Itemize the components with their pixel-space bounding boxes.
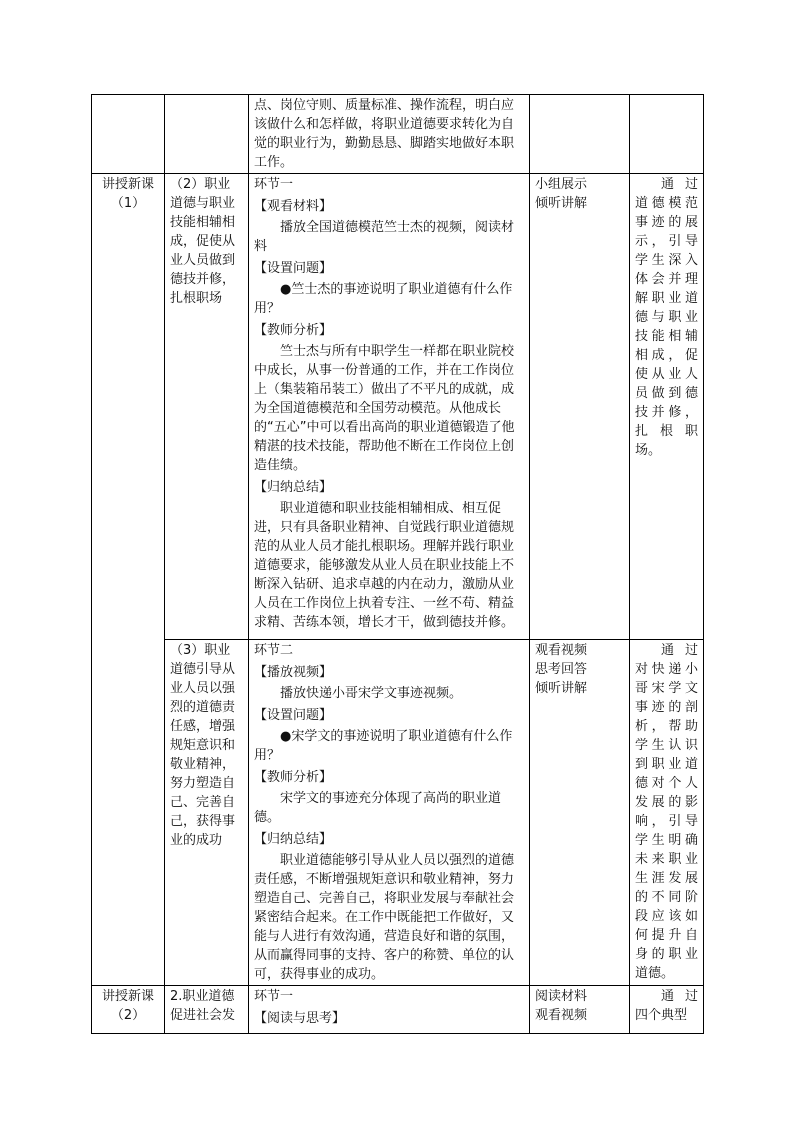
section-heading: 【归纳总结】 [254,480,333,495]
topic-text: （2）职业道德与职业技能相辅相成，促使从业人员做到德技并修，扎根职场 [170,177,236,306]
method-item: 倾听讲解 [535,681,588,696]
purpose-cell [630,640,704,986]
table-row [92,640,704,986]
stage-cell [92,95,165,174]
segment-label: 环节二 [254,643,294,658]
content-cell [249,174,530,640]
section-text: 播放快递小哥宋学文事迹视频。 [280,686,463,701]
stage-number: （1） [110,196,146,211]
method-cell [530,640,630,986]
section-heading: 【设置问题】 [254,708,333,723]
stage-label: 讲授新课 [101,989,154,1004]
table-row [92,986,704,1034]
method-item: 阅读材料 [535,989,588,1004]
section-heading: 【设置问题】 [254,261,333,276]
content-cell [249,640,530,986]
section-heading: 【教师分析】 [254,323,333,338]
purpose-text: 通过道德模范事迹的展示，引导学生深入体会并理解职业道德与职业技能相辅相成，促使从业人员做到德技并修，扎根职场。 [635,177,698,458]
section-heading: 【归纳总结】 [254,832,333,847]
content-paragraph: 点、岗位守则、质量标准、操作流程，明白应该做什么和怎样做，将职业道德要求转化为自觉的职业行为，勤勤恳恳、脚踏实地做好本职工作。 [254,98,515,170]
content-cell [249,95,530,174]
method-item: 倾听讲解 [535,196,588,211]
topic-text: （3）职业道德引导从业人员以强烈的道德责任感，增强规矩意识和敬业精神，努力塑造自己、完善自己，获得事业的成功 [170,643,236,848]
stage-number: （2） [110,1008,146,1023]
method-item: 观看视频 [535,1008,588,1023]
section-text: 职业道德能够引导从业人员以强烈的道德责任感，不断增强规矩意识和敬业精神，努力塑造自己、完善自己，将职业发展与奉献社会紧密结合起来。在工作中既能把工作做好，又能与人进行有效沟通，营造良好和谐的氛围，从而赢得同事的支持、客户的称赞、单位的认可，获得事业的成功。 [254,853,515,982]
topic-cell [165,986,249,1034]
stage-label: 讲授新课 [101,177,154,192]
table-row [92,174,704,640]
purpose-text: 通过对快递小哥宋学文事迹的剖析，帮助学生认识到职业道德对个人发展的影响，引导学生明确未来职业生涯发展的不同阶段应该如何提升自身的职业道德。 [635,643,698,981]
lesson-plan-table [91,94,704,1034]
section-text: 职业道德和职业技能相辅相成、相互促进，只有具备职业精神、自觉践行职业道德规范的从业人员才能扎根职场。理解并践行职业道德要求，能够激发从业人员在职业技能上不断深入钻研、追求卓越的内在动力，激励从业人员在工作岗位上执着专注、一丝不苟、精益求精、苦练本领，增长才干，做到德技并修。 [254,501,515,630]
section-heading: 【教师分析】 [254,770,333,785]
topic-cell [165,640,249,986]
section-heading: 【播放视频】 [254,665,333,680]
segment-label: 环节一 [254,177,294,192]
section-heading: 【阅读与思考】 [254,1011,346,1026]
purpose-cell [630,95,704,174]
purpose-text: 通过四个典型 [635,989,698,1023]
topic-text: 2.职业道德促进社会发 [170,989,236,1023]
purpose-cell [630,174,704,640]
method-item: 小组展示 [535,177,588,192]
segment-label: 环节一 [254,989,294,1004]
section-text: 宋学文的事迹充分体现了高尚的职业道德。 [254,791,502,825]
table-row [92,95,704,174]
content-cell [249,986,530,1034]
section-text: ●竺士杰的事迹说明了职业道德有什么作用？ [254,282,513,316]
method-item: 思考回答 [535,662,588,677]
section-heading: 【观看材料】 [254,199,333,214]
section-text: ●宋学文的事迹说明了职业道德有什么作用？ [254,729,513,763]
topic-cell [165,95,249,174]
stage-cell [92,986,165,1034]
stage-cell [92,174,165,986]
section-text: 竺士杰与所有中职学生一样都在职业院校中成长，从事一份普通的工作，并在工作岗位上（集装箱吊装工）做出了不平凡的成就，成为全国道德模范和全国劳动模范。从他成长的“五心”中可以看出高尚的职业道德锻造了他精湛的技术技能，帮助他不断在工作岗位上创造佳绩。 [254,344,515,473]
method-cell [530,95,630,174]
topic-cell [165,174,249,640]
method-item: 观看视频 [535,643,588,658]
purpose-cell [630,986,704,1034]
section-text: 播放全国道德模范竺士杰的视频，阅读材料 [254,220,515,254]
method-cell [530,986,630,1034]
method-cell [530,174,630,640]
